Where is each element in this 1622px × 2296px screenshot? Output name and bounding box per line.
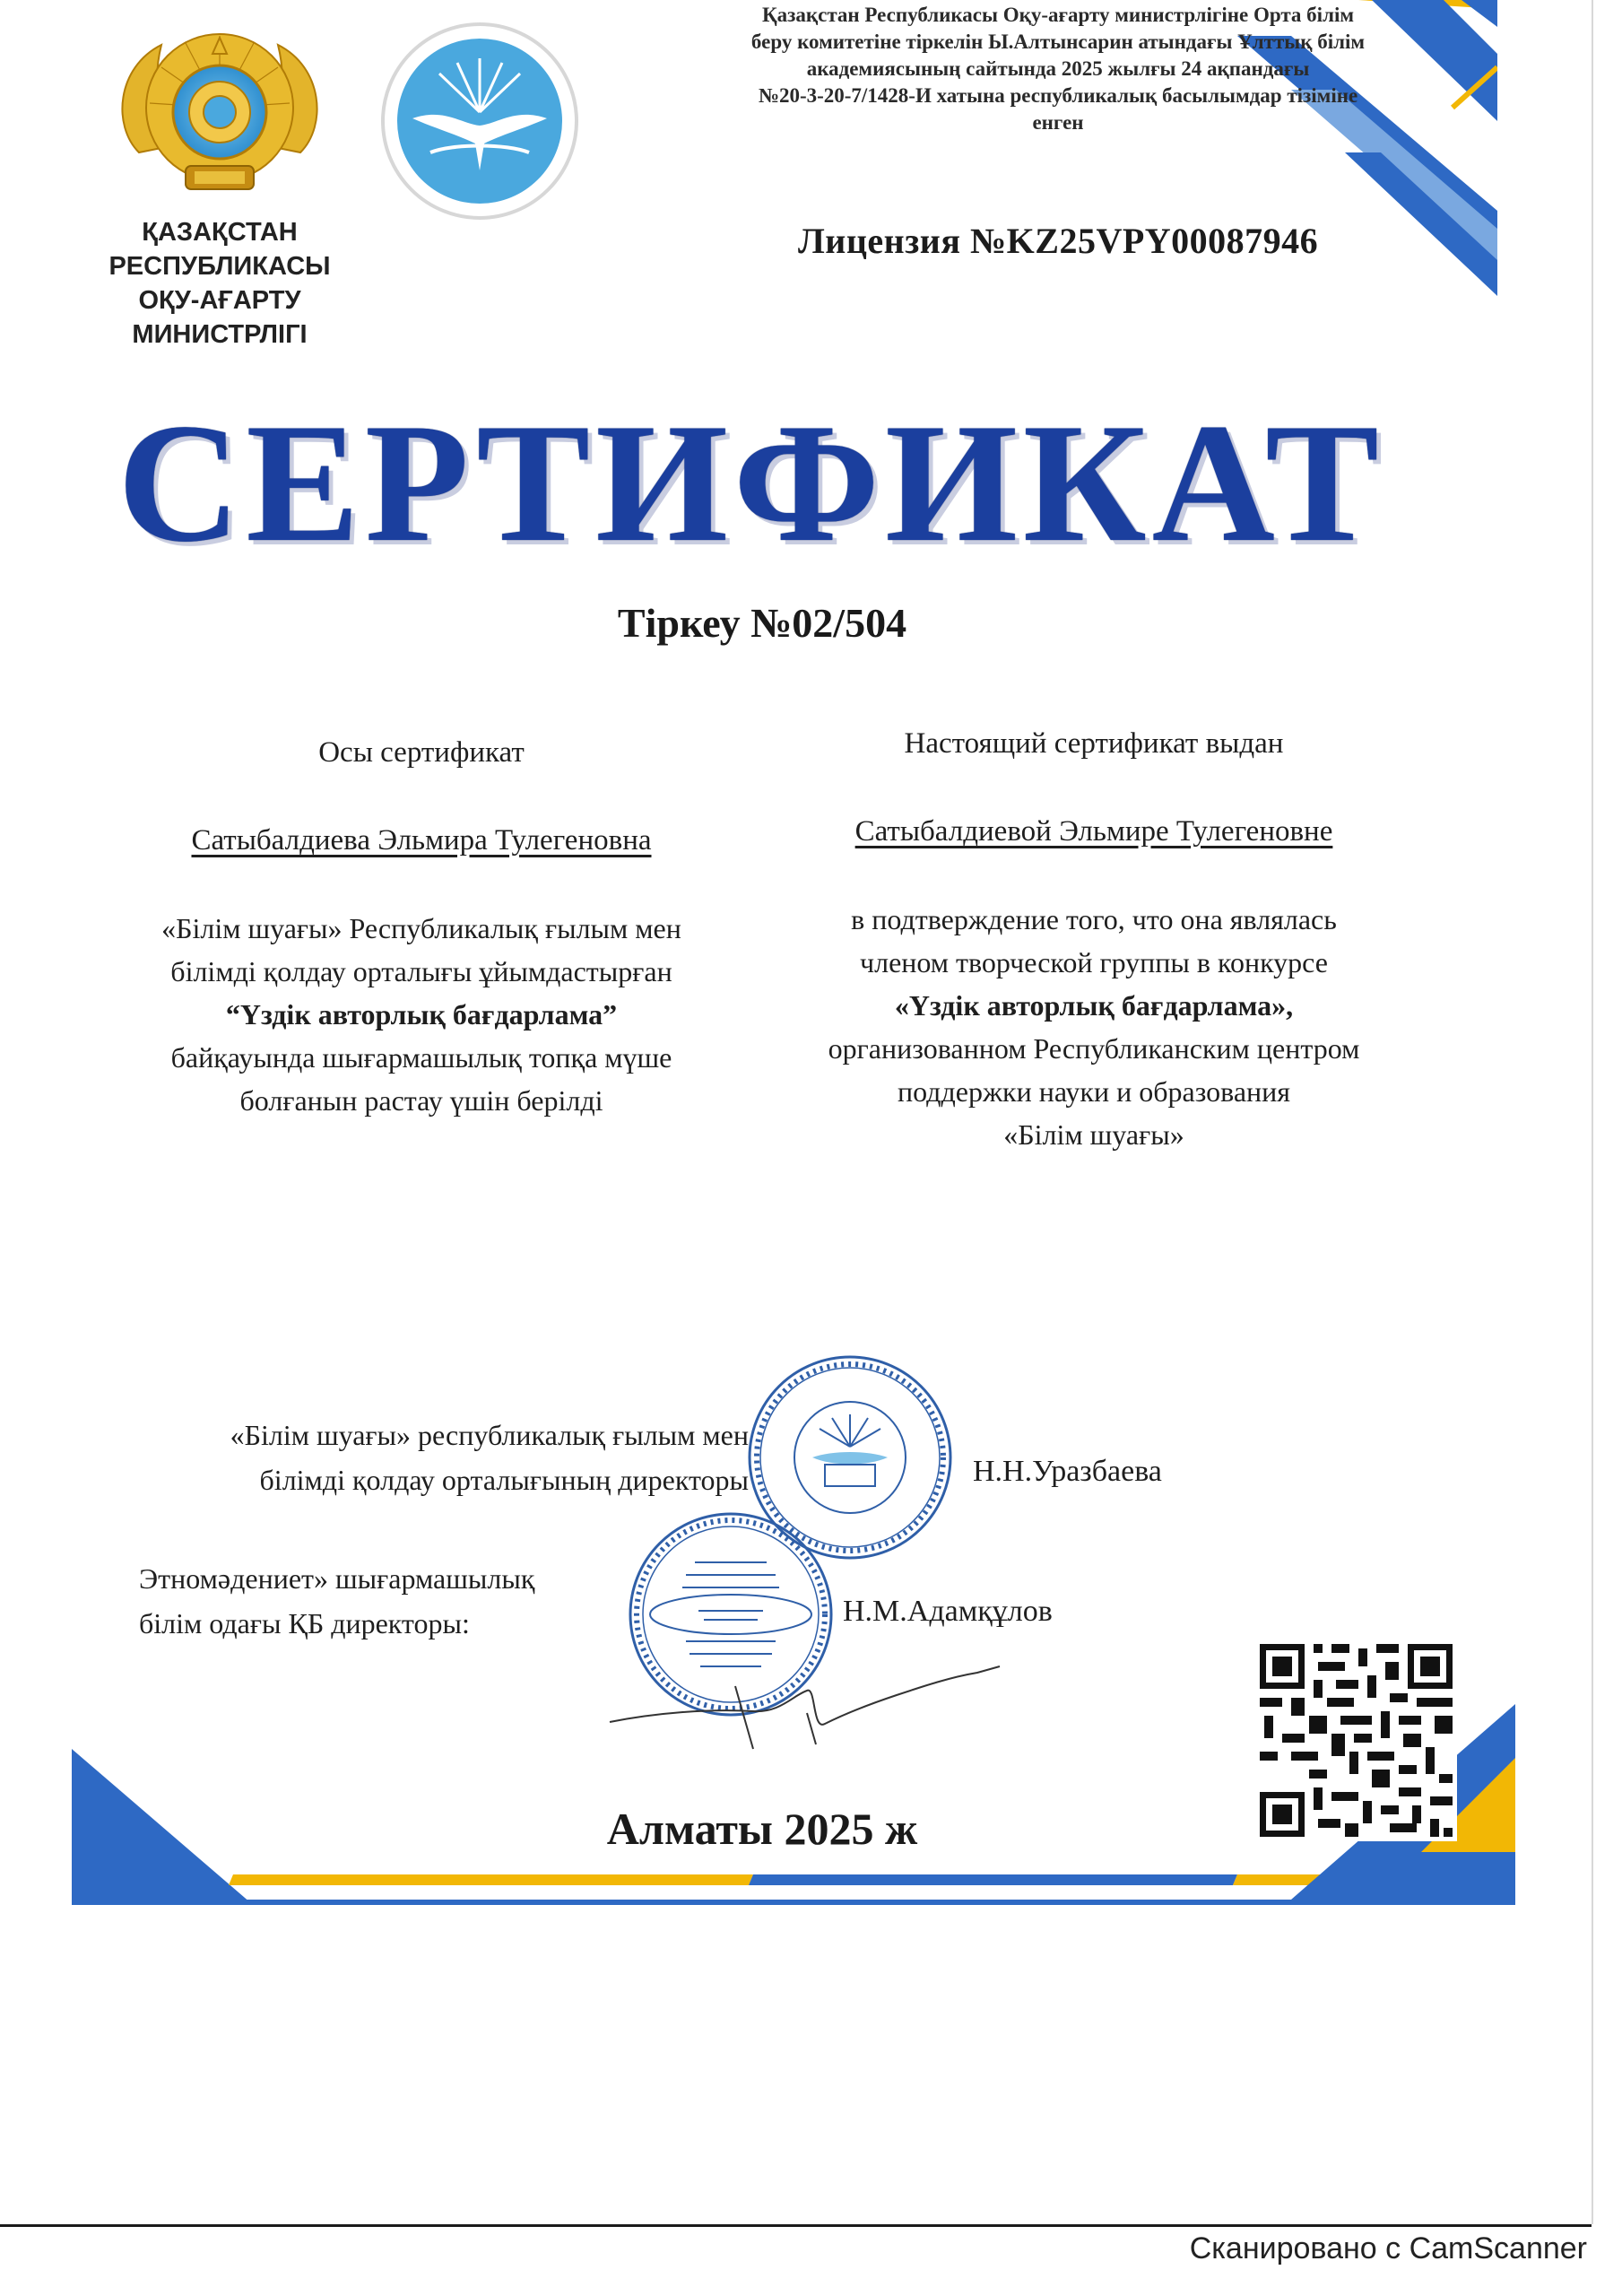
kazakh-text-block	[72, 731, 771, 1122]
kazakh-body-line: «Білім шуағы» Республикалық ғылым мен	[161, 912, 681, 944]
signatory-2-title-line: білім одағы ҚБ директоры:	[139, 1607, 470, 1639]
russian-contest-name: «Үздік авторлық бағдарлама»,	[894, 989, 1294, 1022]
qr-code-icon	[1255, 1639, 1457, 1841]
kazakh-contest-name: “Үздік авторлық бағдарлама”	[225, 998, 618, 1031]
kazakh-body-line: білімді қолдау орталығы ұйымдастырған	[170, 955, 672, 987]
ministry-name	[54, 215, 386, 352]
kazakh-recipient-name: Сатыбалдиева Эльмира Тулегеновна	[191, 824, 652, 857]
registration-note-line: №20-3-20-7/1428-И хатына республикалық басылымдар тізіміне	[758, 84, 1358, 107]
page-edge-right	[1592, 0, 1593, 2224]
signatory-2-title	[139, 1556, 641, 1646]
ministry-line-1: ҚАЗАҚСТАН РЕСПУБЛИКАСЫ	[108, 218, 331, 281]
license-number: Лицензия №KZ25VPY00087946	[798, 221, 1319, 261]
registration-note	[664, 2, 1453, 136]
russian-body-line: организованном Республиканским центром	[828, 1032, 1360, 1065]
registration-note-line: Қазақстан Республикасы Оқу-ағарту министрлігіне Орта білім	[761, 4, 1355, 26]
russian-lead: Настоящий сертификат выдан	[904, 727, 1284, 760]
registration-note-line: енген	[1032, 111, 1084, 134]
kazakh-body-line: байқауында шығармашылық топқа мүше	[170, 1041, 672, 1074]
state-emblem-icon	[112, 18, 327, 206]
registration-note-line: беру комитетіне тіркелін Ы.Алтынсарин атындағы Ұлттық білім	[750, 30, 1366, 53]
kazakh-body-line: болғанын растау үшін берілді	[239, 1084, 603, 1117]
russian-recipient-name: Сатыбалдиевой Эльмире Тулегеновне	[854, 815, 1333, 848]
certificate-title: СЕРТИФИКАТ	[117, 389, 1384, 578]
ministry-line-2: ОҚУ-АҒАРТУ МИНИСТРЛІГІ	[132, 286, 308, 349]
russian-body-line: в подтверждение того, что она являлась	[851, 903, 1337, 935]
registration-note-line: академиясының сайтында 2025 жылғы 24 ақпандағы	[806, 57, 1310, 80]
russian-body-line: членом творческой группы в конкурсе	[860, 946, 1328, 978]
kazakh-lead: Осы сертификат	[318, 736, 525, 769]
russian-body-line: поддержки науки и образования	[897, 1075, 1291, 1108]
page-edge-bottom	[0, 2224, 1592, 2227]
city-and-year: Алматы 2025 ж	[606, 1804, 918, 1854]
signatory-2-name: Н.М.Адамқұлов	[843, 1595, 1053, 1628]
signatory-1-title-line: білімді қолдау орталығының директоры	[259, 1464, 749, 1496]
signatory-1-title	[94, 1413, 749, 1502]
bilim-shuagy-logo-icon	[377, 18, 583, 224]
signatory-1-title-line: «Білім шуағы» республикалық ғылым мен	[230, 1419, 749, 1451]
russian-text-block	[780, 722, 1408, 1156]
russian-body-line: «Білім шуағы»	[1003, 1118, 1184, 1151]
signatory-1-name: Н.Н.Уразбаева	[973, 1455, 1162, 1488]
camscanner-watermark: Сканировано с CamScanner	[1189, 2231, 1587, 2266]
registration-number: Тіркеу №02/504	[617, 600, 907, 646]
signatory-2-title-line: Этномәдениет» шығармашылық	[139, 1562, 535, 1595]
